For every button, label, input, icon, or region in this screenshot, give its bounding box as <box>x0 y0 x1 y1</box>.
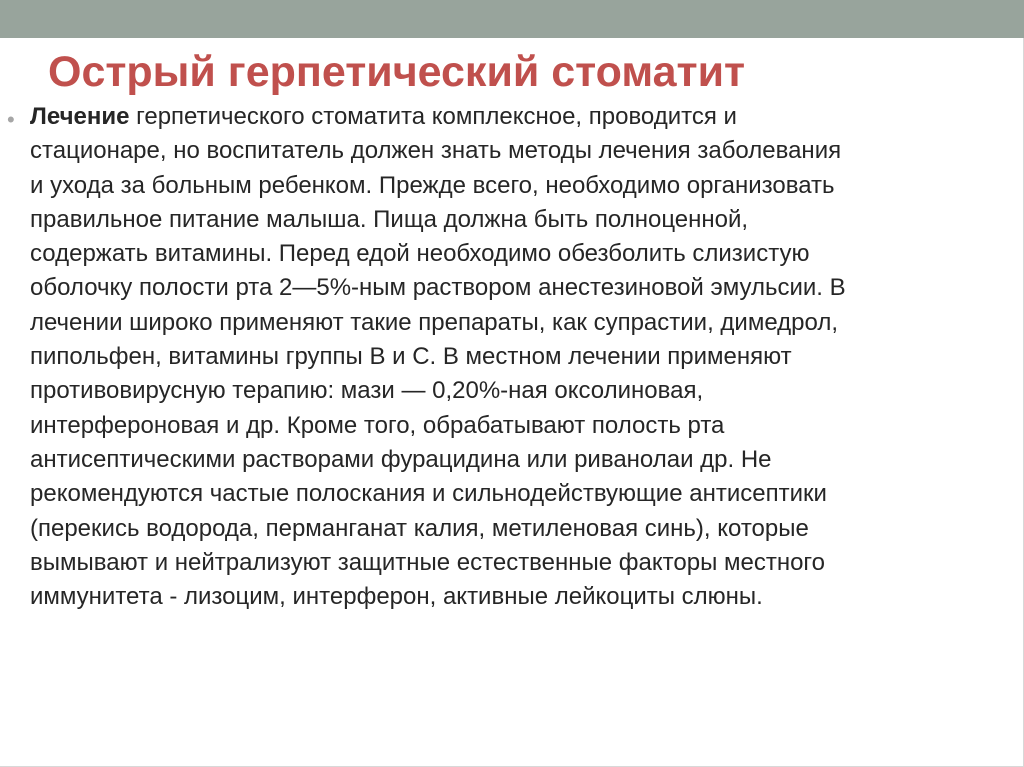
body-paragraph <box>30 100 1005 614</box>
body-line: вымывают и нейтрализуют защитные естественные факторы местного <box>30 548 825 576</box>
body-line: пипольфен, витамины группы В и С. В местном лечении применяют <box>30 343 792 371</box>
body-line: рекомендуются частые полоскания и сильнодействующие антисептики <box>30 480 827 508</box>
body-line: содержать витамины. Перед едой необходимо обезболить слизистую <box>30 240 810 268</box>
top-accent-bar <box>0 0 1024 38</box>
first-line-rest: герпетического стоматита комплексное, проводится и <box>129 103 737 130</box>
slide-title: Острый герпетический стоматит <box>48 48 746 96</box>
body-line: оболочку полости рта 2—5%-ным раствором анестезиновой эмульсии. В <box>30 274 846 302</box>
body-line: (перекись водорода, перманганат калия, метиленовая синь), которые <box>30 514 809 542</box>
body-line: противовирусную терапию: мази — 0,20%-ная оксолиновая, <box>30 377 704 405</box>
body-line: антисептическими растворами фурацидина или риванолаи др. Не <box>30 445 772 473</box>
lead-word: Лечение <box>30 103 130 130</box>
body-line: и ухода за больным ребенком. Прежде всего, необходимо организовать <box>30 171 835 199</box>
body-line-1 <box>30 100 1005 134</box>
body-line: лечении широко применяют такие препараты, как супрастии, димедрол, <box>30 308 838 336</box>
body-line: правильное питание малыша. Пища должна быть полноценной, <box>30 205 749 233</box>
bullet-point: • <box>7 107 15 132</box>
body-line: иммунитета - лизоцим, интерферон, активные лейкоциты слюны. <box>30 583 763 611</box>
body-line: стационаре, но воспитатель должен знать методы лечения заболевания <box>30 137 842 165</box>
body-line: интерфероновая и др. Кроме того, обрабатывают полость рта <box>30 411 725 439</box>
